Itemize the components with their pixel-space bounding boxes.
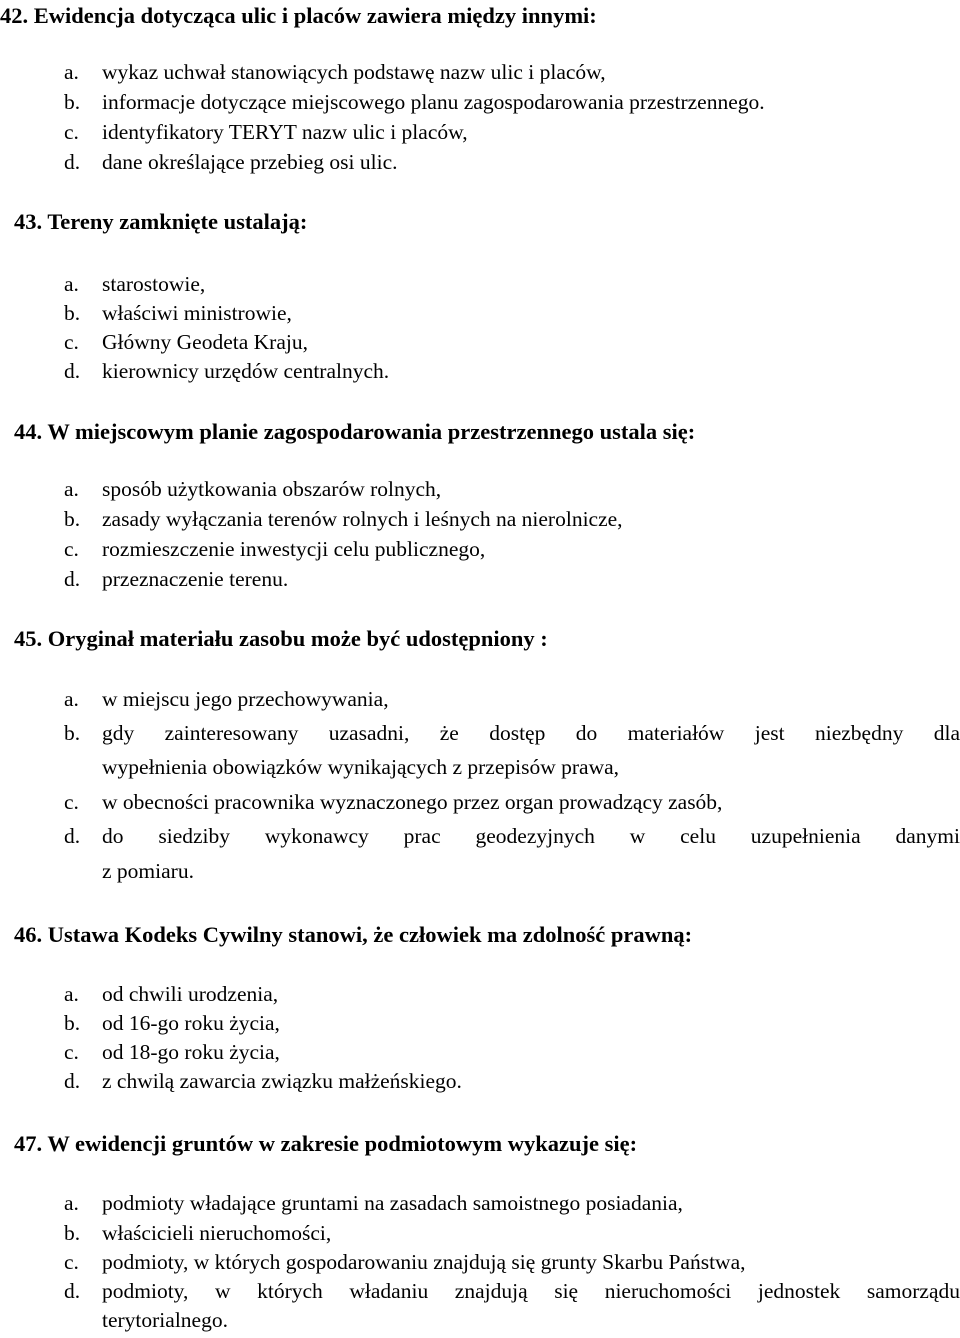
option-letter: b. [64,1221,81,1245]
option-text: właściwi ministrowie, [102,301,292,325]
option-text: identyfikatory TERYT nazw ulic i placów, [102,120,468,144]
option-letter: a. [64,1191,79,1215]
option-letter: c. [64,1250,79,1274]
question-number: 43. [14,209,43,234]
option-letter: d. [64,567,81,591]
option-letter: b. [64,1011,81,1035]
option-letter: c. [64,790,79,814]
option-letter: b. [64,301,81,325]
option-letter: d. [64,1279,81,1303]
option-text: gdy zainteresowany uzasadni, że dostęp do materiałów jest niezbędny dla [102,721,960,745]
question-title: Tereny zamknięte ustalają: [47,209,308,234]
option-letter: d. [64,1069,81,1093]
option-text: wypełnienia obowiązków wynikających z przepisów prawa, [102,755,620,779]
option-text: właścicieli nieruchomości, [102,1221,332,1245]
option-letter: a. [64,982,79,1006]
option-text: zasady wyłączania terenów rolnych i leśnych na nierolnicze, [102,507,623,531]
option-text: z pomiaru. [102,859,194,883]
option-letter: b. [64,507,81,531]
option-letter: b. [64,721,81,745]
question-45-heading [14,626,548,652]
option-letter: a. [64,272,79,296]
question-number: 46. [14,922,43,947]
option-letter: a. [64,687,79,711]
question-44-heading [14,419,695,445]
option-letter: a. [64,477,79,501]
question-title: Oryginał materiału zasobu może być udostępniony : [47,626,548,651]
question-43-heading [14,209,307,235]
option-letter: c. [64,330,79,354]
option-text: dane określające przebieg osi ulic. [102,150,398,174]
option-text: od chwili urodzenia, [102,982,279,1006]
option-letter: b. [64,90,81,114]
option-letter: c. [64,537,79,561]
question-number: 47. [14,1131,43,1156]
option-text: przeznaczenie terenu. [102,567,289,591]
option-text: kierownicy urzędów centralnych. [102,359,390,383]
question-number: 44. [14,419,43,444]
question-title: W miejscowym planie zagospodarowania przestrzennego ustala się: [47,419,696,444]
option-text: podmioty, w których władaniu znajdują się nieruchomości jednostek samorządu [102,1279,960,1303]
option-text: od 18-go roku życia, [102,1040,280,1064]
option-letter: a. [64,60,79,84]
option-text: w miejscu jego przechowywania, [102,687,389,711]
question-number: 45. [14,626,43,651]
question-title: W ewidencji gruntów w zakresie podmiotowym wykazuje się: [47,1131,638,1156]
option-text: wykaz uchwał stanowiących podstawę nazw ulic i placów, [102,60,606,84]
option-text: terytorialnego. [102,1308,228,1332]
question-number: 42. [0,3,29,28]
option-text: informacje dotyczące miejscowego planu zagospodarowania przestrzennego. [102,90,765,114]
option-text: do siedziby wykonawcy prac geodezyjnych w celu uzupełnienia danymi [102,824,960,848]
option-text: podmioty, w których gospodarowaniu znajdują się grunty Skarbu Państwa, [102,1250,746,1274]
option-letter: d. [64,150,81,174]
option-letter: c. [64,120,79,144]
option-letter: c. [64,1040,79,1064]
question-46-heading [14,922,692,948]
option-text: w obecności pracownika wyznaczonego przez organ prowadzący zasób, [102,790,723,814]
question-47-heading [14,1131,637,1157]
option-text: podmioty władające gruntami na zasadach samoistnego posiadania, [102,1191,683,1215]
option-text: rozmieszczenie inwestycji celu publicznego, [102,537,486,561]
option-text: Główny Geodeta Kraju, [102,330,308,354]
question-42-heading [0,3,597,29]
option-letter: d. [64,824,81,848]
option-letter: d. [64,359,81,383]
question-title: Ewidencja dotycząca ulic i placów zawiera między innymi: [33,3,597,28]
question-title: Ustawa Kodeks Cywilny stanowi, że człowiek ma zdolność prawną: [47,922,693,947]
option-text: od 16-go roku życia, [102,1011,280,1035]
option-text: starostowie, [102,272,206,296]
option-text: z chwilą zawarcia związku małżeńskiego. [102,1069,462,1093]
option-text: sposób użytkowania obszarów rolnych, [102,477,442,501]
